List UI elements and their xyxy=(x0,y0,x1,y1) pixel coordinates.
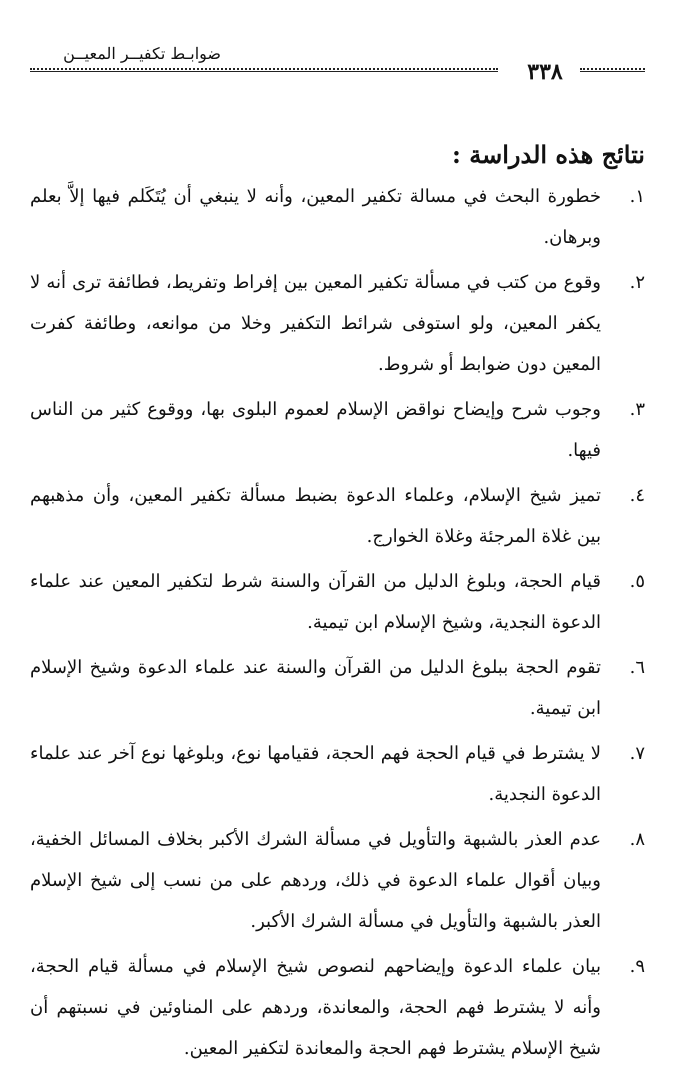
running-header-title: ضوابـط تكفيــر المعيــن xyxy=(63,44,221,63)
list-item xyxy=(30,819,645,942)
item-number: ٣. xyxy=(629,399,645,420)
item-number: ٧. xyxy=(629,743,645,764)
item-number: ٢. xyxy=(629,272,645,293)
list-item xyxy=(30,475,645,557)
item-text: وجوب شرح وإيضاح نواقض الإسلام لعموم البلوى بها، ووقوع كثير من الناس فيها. xyxy=(30,399,601,461)
item-text: خطورة البحث في مسالة تكفير المعين، وأنه لا ينبغي أن يُتَكَلم فيها إلاَّ بعلم وبرهان. xyxy=(30,186,601,248)
item-number: ٤. xyxy=(629,485,645,506)
list-item xyxy=(30,561,645,643)
list-item xyxy=(30,946,645,1069)
item-text: قيام الحجة، وبلوغ الدليل من القرآن والسنة شرط لتكفير المعين عند علماء الدعوة النجدية، وشيخ الإسلام ابن تيمية. xyxy=(30,571,601,633)
item-text: لا يشترط في قيام الحجة فهم الحجة، فقيامها نوع، وبلوغها نوع آخر عند علماء الدعوة النجدية. xyxy=(30,743,601,805)
header-rule-right xyxy=(580,68,645,72)
item-text: وقوع من كتب في مسألة تكفير المعين بين إفراط وتفريط، فطائفة ترى أنه لا يكفر المعين، ولو استوفى شرائط التكفير وخلا من موانعه، وطائفة كفرت المعين دون ضوابط أو شروط. xyxy=(30,272,601,375)
item-number: ٩. xyxy=(629,956,645,977)
item-text: تميز شيخ الإسلام، وعلماء الدعوة بضبط مسألة تكفير المعين، وأن مذهبهم بين غلاة المرجئة وغلاة الخوارج. xyxy=(30,485,601,547)
page-number: ٣٣٨ xyxy=(527,59,563,85)
list-item xyxy=(30,176,645,258)
header-rule-left xyxy=(30,68,498,72)
list-item xyxy=(30,389,645,471)
item-number: ٦. xyxy=(629,657,645,678)
list-item xyxy=(30,262,645,385)
item-text: بيان علماء الدعوة وإيضاحهم لنصوص شيخ الإسلام في مسألة قيام الحجة، وأنه لا يشترط فهم الحجة، والمعاندة، وردهم على المناوئين في نسبتهم أن شيخ الإسلام يشترط فهم الحجة والمعاندة لتكفير المعين. xyxy=(30,956,601,1059)
item-number: ٨. xyxy=(629,829,645,850)
list-item xyxy=(30,733,645,815)
section-title: نتائج هذه الدراسة : xyxy=(452,140,645,169)
item-text: عدم العذر بالشبهة والتأويل في مسألة الشرك الأكبر بخلاف المسائل الخفية، وبيان أقوال علماء الدعوة في ذلك، وردهم على من نسب إلى شيخ الإسلام العذر بالشبهة والتأويل في مسألة الشرك الأكبر. xyxy=(30,829,601,932)
item-text: تقوم الحجة ببلوغ الدليل من القرآن والسنة عند علماء الدعوة وشيخ الإسلام ابن تيمية. xyxy=(30,657,601,719)
item-number: ١. xyxy=(629,186,645,207)
results-list xyxy=(30,176,645,1073)
item-number: ٥. xyxy=(629,571,645,592)
list-item xyxy=(30,647,645,729)
